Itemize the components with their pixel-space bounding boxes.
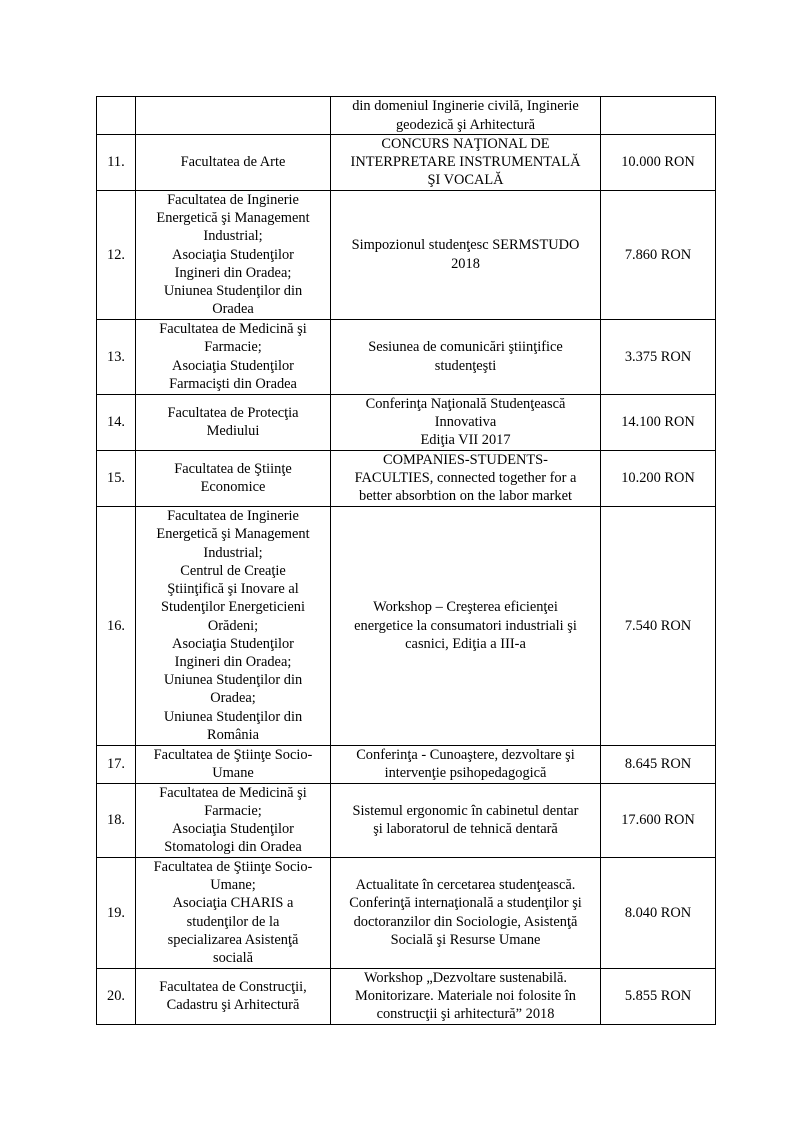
- event-cell: Sesiunea de comunicări ştiinţifice studenţeşti: [331, 319, 601, 394]
- row-number-cell: 13.: [97, 319, 136, 394]
- event-cell: din domeniul Inginerie civilă, Inginerie geodezică şi Arhitectură: [331, 97, 601, 135]
- event-cell: Simpozionul studenţesc SERMSTUDO 2018: [331, 190, 601, 319]
- row-number-cell: 16.: [97, 506, 136, 745]
- organizer-cell: [136, 97, 331, 135]
- amount-cell: 10.000 RON: [601, 135, 716, 191]
- event-cell: Conferinţa - Cunoaştere, dezvoltare şi intervenţie psihopedagogică: [331, 745, 601, 783]
- amount-cell: 8.040 RON: [601, 857, 716, 968]
- organizer-cell: Facultatea de Arte: [136, 135, 331, 191]
- amount-cell: 5.855 RON: [601, 968, 716, 1024]
- event-cell: Workshop „Dezvoltare sustenabilă. Monitorizare. Materiale noi folosite în construcţii şi arhitectură” 2018: [331, 968, 601, 1024]
- row-number-cell: [97, 97, 136, 135]
- table-row: [97, 506, 716, 745]
- amount-cell: 14.100 RON: [601, 394, 716, 450]
- row-number-cell: 12.: [97, 190, 136, 319]
- row-number-cell: 17.: [97, 745, 136, 783]
- organizer-cell: Facultatea de Inginerie Energetică şi Management Industrial; Asociaţia Studenţilor Ingineri din Oradea; Uniunea Studenţilor din Oradea: [136, 190, 331, 319]
- organizer-cell: Facultatea de Ştiinţe Economice: [136, 450, 331, 506]
- table-row: [97, 968, 716, 1024]
- row-number-cell: 18.: [97, 783, 136, 857]
- row-number-cell: 20.: [97, 968, 136, 1024]
- organizer-cell: Facultatea de Medicină şi Farmacie; Asociaţia Studenţilor Farmacişti din Oradea: [136, 319, 331, 394]
- amount-cell: 17.600 RON: [601, 783, 716, 857]
- table-row: [97, 97, 716, 135]
- organizer-cell: Facultatea de Ştiinţe Socio- Umane; Asociaţia CHARIS a studenţilor de la specializarea Asistenţă socială: [136, 857, 331, 968]
- event-cell: Actualitate în cercetarea studenţească. Conferinţă internaţională a studenţilor şi doctoranzilor din Sociologie, Asistenţă Socială şi Resurse Umane: [331, 857, 601, 968]
- table-row: [97, 135, 716, 191]
- table-row: [97, 857, 716, 968]
- row-number-cell: 11.: [97, 135, 136, 191]
- amount-cell: [601, 97, 716, 135]
- row-number-cell: 15.: [97, 450, 136, 506]
- table-row: [97, 190, 716, 319]
- funding-table: [96, 96, 716, 1025]
- table-row: [97, 394, 716, 450]
- event-cell: CONCURS NAŢIONAL DE INTERPRETARE INSTRUMENTALĂ ŞI VOCALĂ: [331, 135, 601, 191]
- table-row: [97, 450, 716, 506]
- event-cell: Sistemul ergonomic în cabinetul dentar şi laboratorul de tehnică dentară: [331, 783, 601, 857]
- table-row: [97, 745, 716, 783]
- event-cell: COMPANIES-STUDENTS- FACULTIES, connected together for a better absorbtion on the labor market: [331, 450, 601, 506]
- funding-table-body: [97, 97, 716, 1025]
- event-cell: Conferinţa Naţională Studenţească Innovativa Ediţia VII 2017: [331, 394, 601, 450]
- organizer-cell: Facultatea de Medicină şi Farmacie; Asociaţia Studenţilor Stomatologi din Oradea: [136, 783, 331, 857]
- organizer-cell: Facultatea de Construcţii, Cadastru şi Arhitectură: [136, 968, 331, 1024]
- organizer-cell: Facultatea de Protecţia Mediului: [136, 394, 331, 450]
- organizer-cell: Facultatea de Inginerie Energetică şi Management Industrial; Centrul de Creaţie Ştiinţifică şi Inovare al Studenţilor Energeticieni Orădeni; Asociaţia Studenţilor Ingineri din Oradea; Uniunea Studenţilor din Oradea; Uniunea Studenţilor din România: [136, 506, 331, 745]
- amount-cell: 7.540 RON: [601, 506, 716, 745]
- table-row: [97, 783, 716, 857]
- organizer-cell: Facultatea de Ştiinţe Socio- Umane: [136, 745, 331, 783]
- table-row: [97, 319, 716, 394]
- amount-cell: 8.645 RON: [601, 745, 716, 783]
- row-number-cell: 14.: [97, 394, 136, 450]
- row-number-cell: 19.: [97, 857, 136, 968]
- amount-cell: 3.375 RON: [601, 319, 716, 394]
- amount-cell: 10.200 RON: [601, 450, 716, 506]
- event-cell: Workshop – Creşterea eficienţei energetice la consumatori industriali şi casnici, Ediţia a III-a: [331, 506, 601, 745]
- amount-cell: 7.860 RON: [601, 190, 716, 319]
